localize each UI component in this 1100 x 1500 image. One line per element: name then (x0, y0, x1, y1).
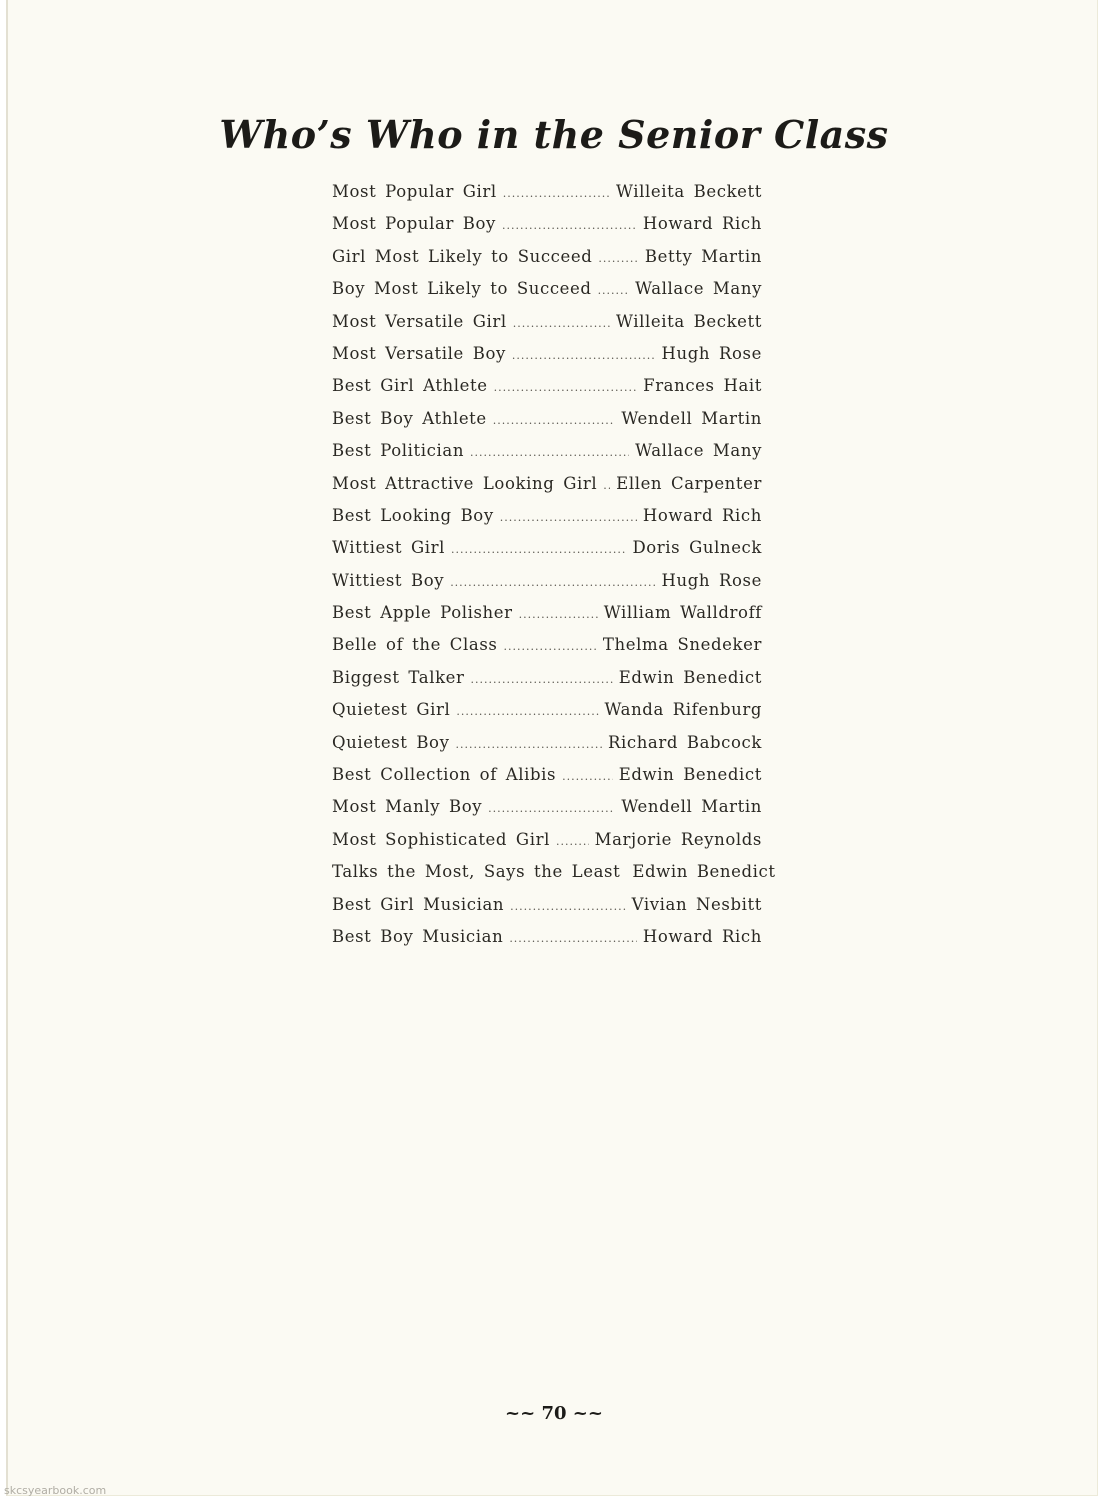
student-name: Wallace Many (635, 279, 762, 299)
student-name: Willeita Beckett (615, 311, 762, 331)
student-name: Wanda Rifenburg (604, 700, 762, 720)
dot-leader (456, 705, 598, 718)
student-name: Edwin Benedict (632, 862, 776, 882)
award-label: Most Manly Boy (332, 797, 483, 817)
superlatives-list (332, 182, 776, 959)
list-item (332, 441, 762, 473)
award-label: Most Versatile Girl (332, 311, 507, 331)
award-label: Best Looking Boy (332, 505, 494, 525)
award-label: Best Girl Musician (332, 894, 505, 914)
dot-leader (471, 673, 613, 686)
list-item (332, 214, 762, 246)
award-label: Talks the Most, Says the Least (332, 862, 621, 882)
student-name: Hugh Rose (661, 343, 762, 363)
award-label: Best Boy Athlete (332, 408, 487, 428)
page-number: ~~ 70 ~~ (505, 1403, 603, 1424)
watermark-text: skcsyearbook.com (4, 1484, 107, 1497)
student-name: Hugh Rose (661, 570, 762, 590)
dot-leader (470, 446, 629, 459)
student-name: Vivian Nesbitt (631, 894, 762, 914)
dot-leader (598, 284, 630, 297)
list-item (332, 830, 762, 862)
list-item (332, 474, 762, 506)
dot-leader (598, 252, 639, 265)
award-label: Most Popular Boy (332, 214, 496, 234)
award-label: Best Apple Polisher (332, 603, 513, 623)
dot-leader (451, 543, 626, 556)
list-item (332, 765, 762, 797)
list-item (332, 862, 776, 894)
student-name: Ellen Carpenter (616, 473, 762, 493)
award-label: Most Attractive Looking Girl (332, 473, 598, 493)
award-label: Quietest Boy (332, 732, 450, 752)
award-label: Best Collection of Alibis (332, 765, 557, 785)
award-label: Best Boy Musician (332, 926, 504, 946)
student-name: Betty Martin (644, 246, 762, 266)
dot-leader (562, 770, 613, 783)
dot-leader (493, 414, 616, 427)
dot-leader (500, 511, 637, 524)
award-label: Belle of the Class (332, 635, 498, 655)
student-name: Edwin Benedict (618, 765, 762, 785)
award-label: Biggest Talker (332, 667, 465, 687)
dot-leader (494, 381, 638, 394)
award-label: Girl Most Likely to Succeed (332, 246, 593, 266)
dot-leader (503, 187, 610, 200)
award-label: Wittiest Girl (332, 538, 446, 558)
list-item (332, 506, 762, 538)
student-name: Howard Rich (642, 505, 762, 525)
list-item (332, 538, 762, 570)
dot-leader (603, 479, 610, 492)
list-item (332, 247, 762, 279)
dot-leader (509, 932, 637, 945)
award-label: Quietest Girl (332, 700, 451, 720)
award-label: Wittiest Boy (332, 570, 445, 590)
list-item (332, 733, 762, 765)
student-name: Wendell Martin (621, 797, 762, 817)
list-item (332, 182, 762, 214)
list-item (332, 571, 762, 603)
award-label: Most Sophisticated Girl (332, 829, 550, 849)
award-label: Best Girl Athlete (332, 376, 488, 396)
student-name: Howard Rich (642, 926, 762, 946)
student-name: Richard Babcock (607, 732, 762, 752)
student-name: Edwin Benedict (618, 667, 762, 687)
list-item (332, 668, 762, 700)
list-item (332, 279, 762, 311)
list-item (332, 797, 762, 829)
dot-leader (503, 640, 596, 653)
dot-leader (450, 576, 655, 589)
student-name: Willeita Beckett (615, 182, 762, 201)
list-item (332, 635, 762, 667)
list-item (332, 700, 762, 732)
student-name: Thelma Snedeker (602, 635, 762, 655)
dot-leader (519, 608, 598, 621)
student-name: William Walldroff (603, 603, 762, 623)
list-item (332, 603, 762, 635)
award-label: Most Versatile Boy (332, 343, 506, 363)
list-item (332, 376, 762, 408)
dot-leader (556, 835, 589, 848)
student-name: Howard Rich (642, 214, 762, 234)
student-name: Frances Hait (643, 376, 762, 396)
student-name: Doris Gulneck (632, 538, 762, 558)
award-label: Best Politician (332, 441, 465, 461)
dot-leader (513, 317, 610, 330)
student-name: Marjorie Reynolds (594, 829, 762, 849)
list-item (332, 927, 762, 959)
dot-leader (512, 349, 656, 362)
student-name: Wendell Martin (621, 408, 762, 428)
award-label: Most Popular Girl (332, 182, 497, 201)
dot-leader (488, 802, 615, 815)
list-item (332, 895, 762, 927)
dot-leader (502, 219, 637, 232)
page-title: Who’s Who in the Senior Class (219, 112, 889, 157)
student-name: Wallace Many (635, 441, 762, 461)
yearbook-page (6, 0, 1098, 1496)
dot-leader (510, 900, 625, 913)
list-item (332, 344, 762, 376)
list-item (332, 409, 762, 441)
dot-leader (456, 738, 602, 751)
award-label: Boy Most Likely to Succeed (332, 279, 592, 299)
list-item (332, 312, 762, 344)
